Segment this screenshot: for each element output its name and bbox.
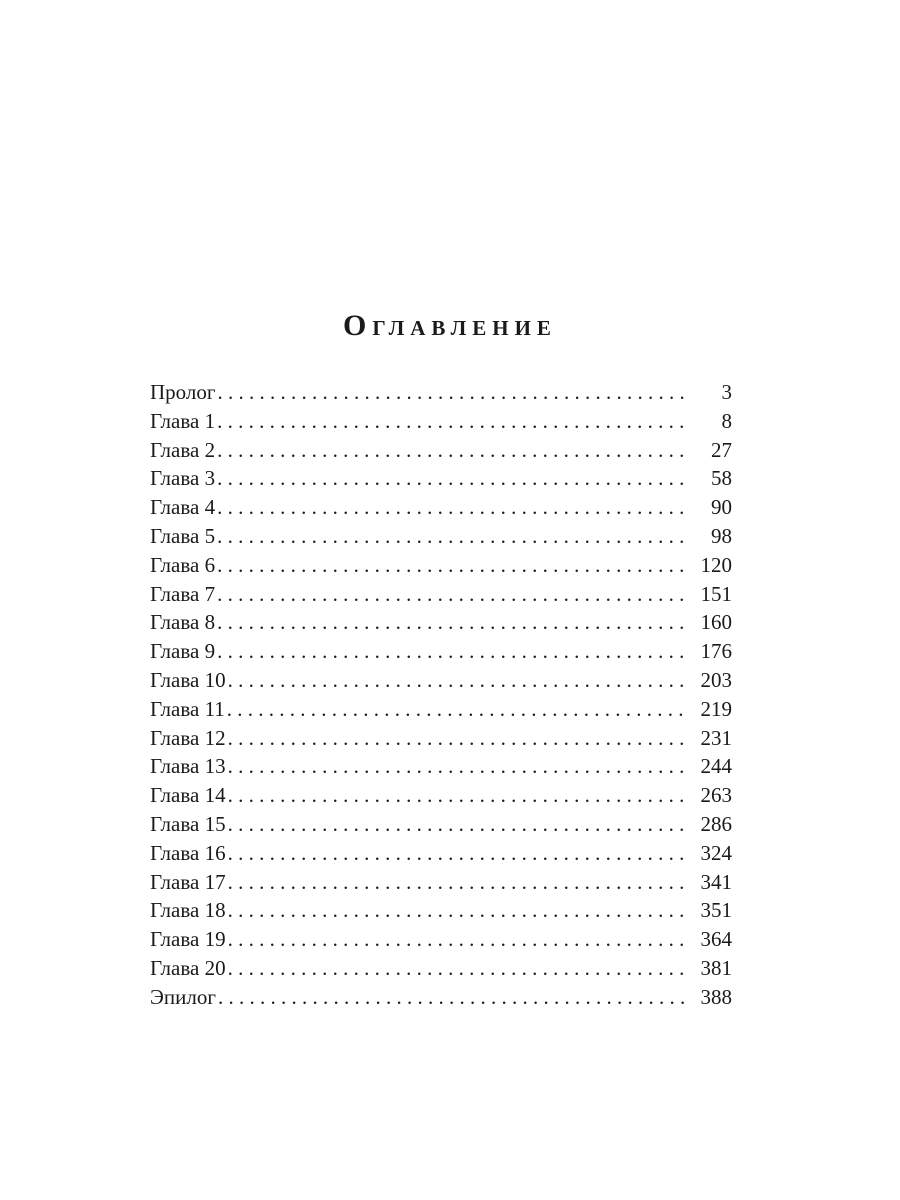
toc-dot-leader — [228, 896, 688, 925]
toc-dot-leader — [218, 983, 688, 1012]
toc-dot-leader — [217, 522, 688, 551]
toc-entry — [150, 695, 732, 724]
toc-entry-page: 364 — [700, 927, 732, 952]
toc-entry-page: 58 — [711, 466, 732, 491]
toc-entry — [150, 464, 732, 493]
toc-entry-label: Глава 15 — [150, 811, 226, 836]
toc-dot-leader — [228, 810, 688, 839]
toc-entry-page: 176 — [700, 639, 732, 664]
toc-entry — [150, 608, 732, 637]
toc-dot-leader — [217, 436, 688, 465]
toc-entry — [150, 493, 732, 522]
toc-entry — [150, 666, 732, 695]
toc-entry-label: Глава 2 — [150, 437, 216, 462]
toc-entry-label: Глава 6 — [150, 552, 216, 577]
toc-entry — [150, 954, 732, 983]
toc-entry-label: Глава 7 — [150, 581, 216, 606]
toc-entry-label: Глава 11 — [150, 696, 225, 721]
toc-entry-label: Эпилог — [150, 984, 216, 1009]
toc-entry-page: 27 — [711, 437, 732, 462]
toc-dot-leader — [217, 378, 688, 407]
toc-entry-label: Глава 3 — [150, 466, 216, 491]
toc-entry — [150, 752, 732, 781]
toc-entry-label: Глава 9 — [150, 639, 216, 664]
toc-entry-page: 388 — [700, 984, 732, 1009]
toc-entry — [150, 724, 732, 753]
toc-entry-label: Глава 20 — [150, 955, 226, 980]
toc-entry — [150, 781, 732, 810]
toc-entry — [150, 378, 732, 407]
toc-entry-page: 263 — [700, 783, 732, 808]
toc-dot-leader — [217, 580, 688, 609]
toc-entry-label: Глава 19 — [150, 927, 226, 952]
toc-entry — [150, 983, 732, 1012]
toc-entry-page: 351 — [700, 898, 732, 923]
toc-entry — [150, 407, 732, 436]
toc-entry-page: 203 — [700, 667, 732, 692]
toc-dot-leader — [217, 637, 688, 666]
toc-entry-label: Глава 14 — [150, 783, 226, 808]
toc-entry-page: 160 — [700, 610, 732, 635]
toc-entry-page: 3 — [721, 380, 732, 404]
toc-entry-page: 231 — [700, 725, 732, 750]
toc-dot-leader — [217, 493, 688, 522]
toc-entry-label: Глава 4 — [150, 495, 216, 520]
toc-title: Оглавление — [343, 309, 557, 342]
toc-entry — [150, 810, 732, 839]
toc-dot-leader — [228, 752, 688, 781]
toc-dot-leader — [228, 839, 688, 868]
toc-entry-label: Глава 12 — [150, 725, 226, 750]
toc-dot-leader — [228, 925, 688, 954]
toc-entry-label: Пролог — [150, 380, 216, 404]
toc-entry-label: Глава 13 — [150, 754, 226, 779]
toc-entry — [150, 637, 732, 666]
toc-entry-page: 286 — [700, 811, 732, 836]
toc-entry-label: Глава 16 — [150, 840, 226, 865]
toc-dot-leader — [217, 464, 688, 493]
toc-entry — [150, 839, 732, 868]
toc-entry-page: 324 — [700, 840, 732, 865]
toc-dot-leader — [228, 724, 688, 753]
toc-dot-leader — [228, 954, 688, 983]
toc-dot-leader — [217, 407, 688, 436]
toc-entry-page: 381 — [700, 955, 732, 980]
toc-entry-page: 219 — [700, 696, 732, 721]
toc-entry — [150, 925, 732, 954]
toc-list — [150, 378, 732, 1012]
toc-entry — [150, 551, 732, 580]
toc-entry-page: 341 — [700, 869, 732, 894]
toc-dot-leader — [228, 868, 688, 897]
toc-entry-page: 8 — [721, 408, 732, 433]
toc-entry-page: 120 — [700, 552, 732, 577]
toc-entry-label: Глава 1 — [150, 408, 216, 433]
toc-entry-label: Глава 5 — [150, 523, 216, 548]
toc-entry-label: Глава 18 — [150, 898, 226, 923]
toc-entry — [150, 580, 732, 609]
toc-entry-label: Глава 10 — [150, 667, 226, 692]
toc-dot-leader — [217, 551, 688, 580]
toc-dot-leader — [228, 781, 688, 810]
toc-entry-page: 244 — [700, 754, 732, 779]
toc-dot-leader — [227, 695, 688, 724]
toc-entry — [150, 868, 732, 897]
toc-entry-page: 151 — [700, 581, 732, 606]
toc-entry-label: Глава 17 — [150, 869, 226, 894]
toc-entry — [150, 896, 732, 925]
toc-dot-leader — [217, 608, 688, 637]
toc-entry — [150, 436, 732, 465]
toc-dot-leader — [228, 666, 688, 695]
toc-entry-label: Глава 8 — [150, 610, 216, 635]
toc-entry-page: 98 — [711, 523, 732, 548]
toc-entry — [150, 522, 732, 551]
toc-entry-page: 90 — [711, 495, 732, 520]
